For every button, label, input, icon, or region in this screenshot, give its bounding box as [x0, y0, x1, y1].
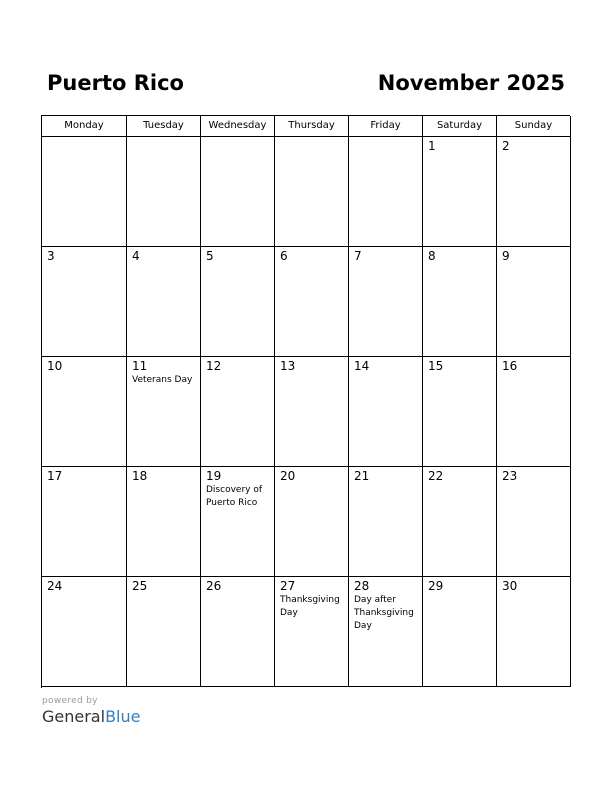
weekday-header-sunday: Sunday: [497, 116, 571, 137]
day-number: 9: [502, 249, 510, 263]
day-number: 18: [132, 469, 148, 483]
day-number: 23: [502, 469, 518, 483]
day-number: 4: [132, 249, 140, 263]
day-cell: [275, 137, 349, 247]
day-cell: [349, 137, 423, 247]
day-cell: [201, 467, 275, 577]
calendar-grid: [41, 115, 570, 688]
day-cell: [127, 577, 201, 687]
day-number: 22: [428, 469, 444, 483]
weekday-header-thursday: Thursday: [275, 116, 349, 137]
day-cell: [127, 357, 201, 467]
day-cell: [42, 137, 127, 247]
weekday-header-tuesday: Tuesday: [127, 116, 201, 137]
day-cell: [201, 357, 275, 467]
weekday-header-friday: Friday: [349, 116, 423, 137]
day-cell: [42, 577, 127, 687]
day-number: 30: [502, 579, 518, 593]
day-cell: [127, 467, 201, 577]
day-number: 5: [206, 249, 214, 263]
day-number: 11: [132, 359, 148, 373]
day-cell: [423, 357, 497, 467]
day-cell: [423, 467, 497, 577]
day-number: 2: [502, 139, 510, 153]
day-cell: [423, 247, 497, 357]
day-cell: [349, 357, 423, 467]
day-cell: [275, 247, 349, 357]
day-number: 15: [428, 359, 444, 373]
day-cell: [423, 137, 497, 247]
weekday-header-wednesday: Wednesday: [201, 116, 275, 137]
holiday-label: Veterans Day: [132, 375, 193, 385]
day-number: 7: [354, 249, 362, 263]
weekday-header-saturday: Saturday: [423, 116, 497, 137]
day-cell: [127, 137, 201, 247]
day-number: 1: [428, 139, 436, 153]
day-cell: [127, 247, 201, 357]
month-year-title: November 2025: [377, 71, 565, 95]
footer-branding: [42, 696, 140, 727]
day-cell: [201, 247, 275, 357]
day-cell: [349, 467, 423, 577]
day-cell: [42, 357, 127, 467]
holiday-label: Thanksgiving Day: [280, 595, 340, 618]
weekday-header-monday: Monday: [42, 116, 127, 137]
brand-general-text: General: [42, 707, 106, 726]
day-number: 16: [502, 359, 518, 373]
day-number: 24: [47, 579, 63, 593]
day-number: 14: [354, 359, 370, 373]
day-number: 29: [428, 579, 444, 593]
holiday-label: Discovery of Puerto Rico: [206, 485, 262, 508]
brand-blue-text: Blue: [105, 707, 141, 726]
day-cell: [275, 467, 349, 577]
day-cell: [275, 577, 349, 687]
day-cell: [349, 247, 423, 357]
day-cell: [497, 357, 571, 467]
day-cell: [497, 467, 571, 577]
day-number: 12: [206, 359, 222, 373]
day-cell: [497, 247, 571, 357]
day-cell: [497, 577, 571, 687]
day-number: 28: [354, 579, 370, 593]
day-cell: [201, 137, 275, 247]
day-number: 19: [206, 469, 222, 483]
day-cell: [423, 577, 497, 687]
day-number: 3: [47, 249, 55, 263]
day-number: 17: [47, 469, 63, 483]
day-cell: [42, 247, 127, 357]
day-cell: [275, 357, 349, 467]
day-number: 26: [206, 579, 222, 593]
day-cell: [349, 577, 423, 687]
day-cell: [201, 577, 275, 687]
day-cell: [42, 467, 127, 577]
region-title: Puerto Rico: [47, 71, 184, 95]
powered-by-text: powered by: [42, 696, 98, 706]
day-cell: [497, 137, 571, 247]
day-number: 25: [132, 579, 148, 593]
brand-logo: [42, 707, 140, 727]
day-number: 6: [280, 249, 288, 263]
day-number: 13: [280, 359, 296, 373]
day-number: 8: [428, 249, 436, 263]
holiday-label: Day after Thanksgiving Day: [354, 595, 414, 631]
day-number: 21: [354, 469, 370, 483]
day-number: 20: [280, 469, 296, 483]
day-number: 27: [280, 579, 296, 593]
day-number: 10: [47, 359, 63, 373]
